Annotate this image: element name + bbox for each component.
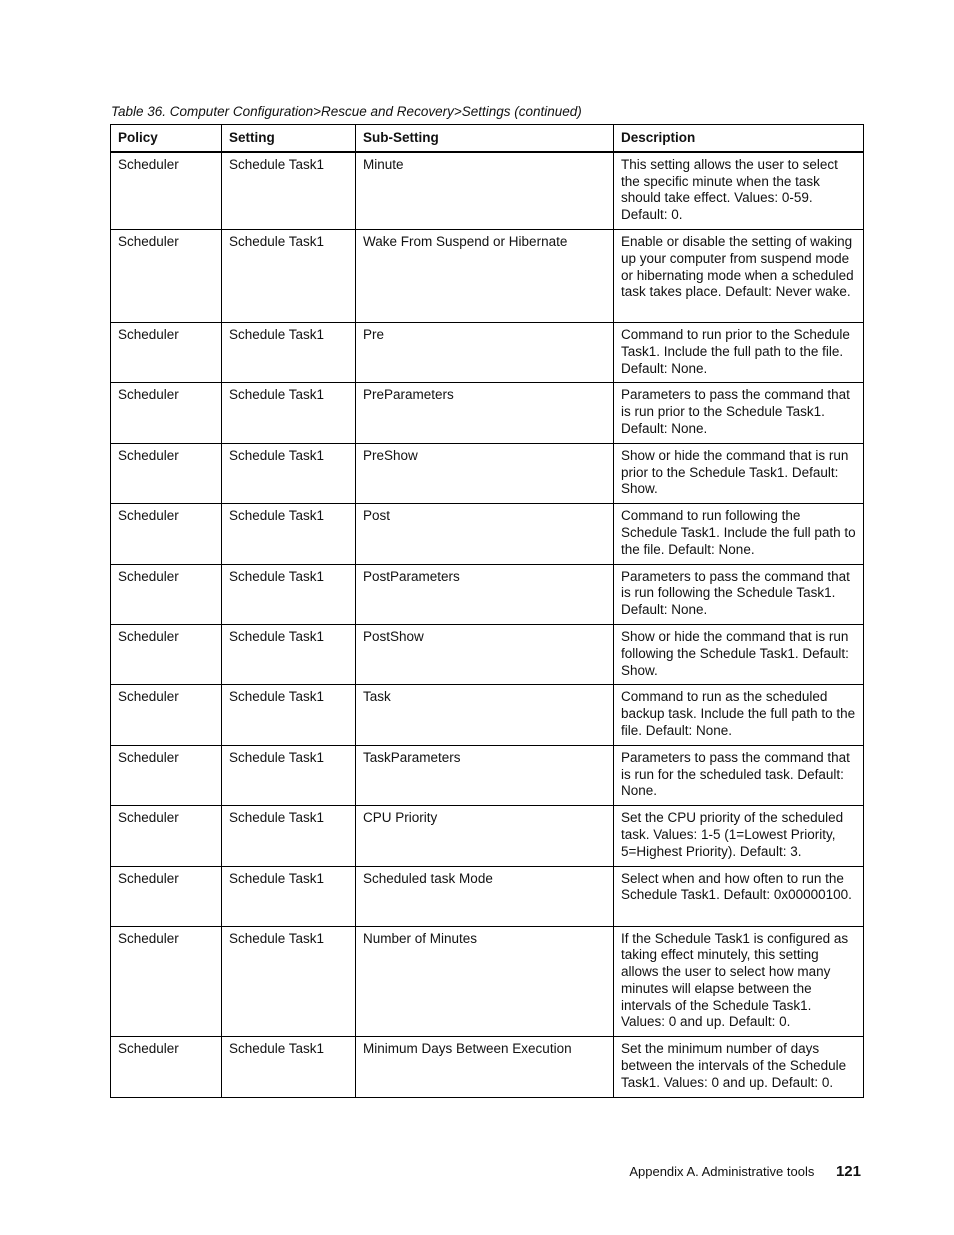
cell-sub-setting: Number of Minutes bbox=[356, 926, 614, 1037]
cell-policy: Scheduler bbox=[111, 564, 222, 624]
cell-sub-setting: CPU Priority bbox=[356, 806, 614, 866]
cell-setting: Schedule Task1 bbox=[222, 504, 356, 564]
cell-policy: Scheduler bbox=[111, 322, 222, 382]
cell-setting: Schedule Task1 bbox=[222, 443, 356, 503]
cell-description: Select when and how often to run the Schedule Task1. Default: 0x00000100. bbox=[614, 866, 864, 926]
cell-policy: Scheduler bbox=[111, 806, 222, 866]
cell-description: Parameters to pass the command that is run for the scheduled task. Default: None. bbox=[614, 745, 864, 805]
table-row bbox=[111, 926, 864, 1037]
cell-setting: Schedule Task1 bbox=[222, 383, 356, 443]
cell-policy: Scheduler bbox=[111, 229, 222, 322]
table-row bbox=[111, 745, 864, 805]
cell-setting: Schedule Task1 bbox=[222, 866, 356, 926]
cell-sub-setting: Task bbox=[356, 685, 614, 745]
header-policy: Policy bbox=[111, 125, 222, 152]
cell-sub-setting: PreParameters bbox=[356, 383, 614, 443]
table-row bbox=[111, 504, 864, 564]
table-row bbox=[111, 229, 864, 322]
page-footer bbox=[629, 1163, 861, 1180]
cell-sub-setting: Minute bbox=[356, 152, 614, 230]
cell-setting: Schedule Task1 bbox=[222, 685, 356, 745]
cell-policy: Scheduler bbox=[111, 1037, 222, 1097]
cell-sub-setting: PreShow bbox=[356, 443, 614, 503]
cell-description: Show or hide the command that is run prior to the Schedule Task1. Default: Show. bbox=[614, 443, 864, 503]
table-row bbox=[111, 383, 864, 443]
table-row bbox=[111, 866, 864, 926]
cell-sub-setting: Minimum Days Between Execution bbox=[356, 1037, 614, 1097]
cell-sub-setting: Post bbox=[356, 504, 614, 564]
cell-setting: Schedule Task1 bbox=[222, 152, 356, 230]
cell-policy: Scheduler bbox=[111, 504, 222, 564]
cell-policy: Scheduler bbox=[111, 745, 222, 805]
cell-description: If the Schedule Task1 is configured as taking effect minutely, this setting allows the user to select how many minutes will elapse between the intervals of the Schedule Task1. Values: 0 and up. Default: 0. bbox=[614, 926, 864, 1037]
page-number: 121 bbox=[835, 1163, 861, 1180]
header-description: Description bbox=[614, 125, 864, 152]
header-setting: Setting bbox=[222, 125, 356, 152]
cell-setting: Schedule Task1 bbox=[222, 624, 356, 684]
cell-setting: Schedule Task1 bbox=[222, 564, 356, 624]
table-row bbox=[111, 152, 864, 230]
cell-setting: Schedule Task1 bbox=[222, 806, 356, 866]
table-caption: Table 36. Computer Configuration>Rescue and Recovery>Settings (continued) bbox=[111, 104, 582, 119]
cell-sub-setting: Pre bbox=[356, 322, 614, 382]
cell-description: Command to run as the scheduled backup task. Include the full path to the file. Default: None. bbox=[614, 685, 864, 745]
cell-description: Parameters to pass the command that is run prior to the Schedule Task1. Default: None. bbox=[614, 383, 864, 443]
cell-setting: Schedule Task1 bbox=[222, 926, 356, 1037]
cell-description: Show or hide the command that is run following the Schedule Task1. Default: Show. bbox=[614, 624, 864, 684]
cell-description: Command to run following the Schedule Task1. Include the full path to the file. Default: None. bbox=[614, 504, 864, 564]
settings-table bbox=[110, 124, 864, 1098]
cell-policy: Scheduler bbox=[111, 866, 222, 926]
cell-setting: Schedule Task1 bbox=[222, 229, 356, 322]
table-row bbox=[111, 322, 864, 382]
table-row bbox=[111, 685, 864, 745]
cell-setting: Schedule Task1 bbox=[222, 1037, 356, 1097]
cell-description: This setting allows the user to select the specific minute when the task should take effect. Values: 0-59. Default: 0. bbox=[614, 152, 864, 230]
cell-setting: Schedule Task1 bbox=[222, 322, 356, 382]
header-sub-setting: Sub-Setting bbox=[356, 125, 614, 152]
cell-setting: Schedule Task1 bbox=[222, 745, 356, 805]
table-row bbox=[111, 564, 864, 624]
cell-description: Command to run prior to the Schedule Task1. Include the full path to the file. Default: None. bbox=[614, 322, 864, 382]
cell-policy: Scheduler bbox=[111, 926, 222, 1037]
cell-sub-setting: Scheduled task Mode bbox=[356, 866, 614, 926]
cell-sub-setting: PostParameters bbox=[356, 564, 614, 624]
table-header-row bbox=[111, 125, 864, 152]
cell-description: Set the minimum number of days between the intervals of the Schedule Task1. Values: 0 and up. Default: 0. bbox=[614, 1037, 864, 1097]
table-row bbox=[111, 443, 864, 503]
table-row bbox=[111, 1037, 864, 1097]
cell-sub-setting: Wake From Suspend or Hibernate bbox=[356, 229, 614, 322]
table-row bbox=[111, 806, 864, 866]
table-row bbox=[111, 624, 864, 684]
cell-policy: Scheduler bbox=[111, 152, 222, 230]
footer-section-title: Appendix A. Administrative tools bbox=[629, 1164, 815, 1179]
cell-policy: Scheduler bbox=[111, 383, 222, 443]
cell-policy: Scheduler bbox=[111, 624, 222, 684]
cell-sub-setting: PostShow bbox=[356, 624, 614, 684]
cell-policy: Scheduler bbox=[111, 685, 222, 745]
cell-description: Parameters to pass the command that is run following the Schedule Task1. Default: None. bbox=[614, 564, 864, 624]
cell-description: Enable or disable the setting of waking up your computer from suspend mode or hibernating mode when a scheduled task takes place. Default: Never wake. bbox=[614, 229, 864, 322]
cell-description: Set the CPU priority of the scheduled task. Values: 1-5 (1=Lowest Priority, 5=Highest Priority). Default: 3. bbox=[614, 806, 864, 866]
cell-policy: Scheduler bbox=[111, 443, 222, 503]
cell-sub-setting: TaskParameters bbox=[356, 745, 614, 805]
